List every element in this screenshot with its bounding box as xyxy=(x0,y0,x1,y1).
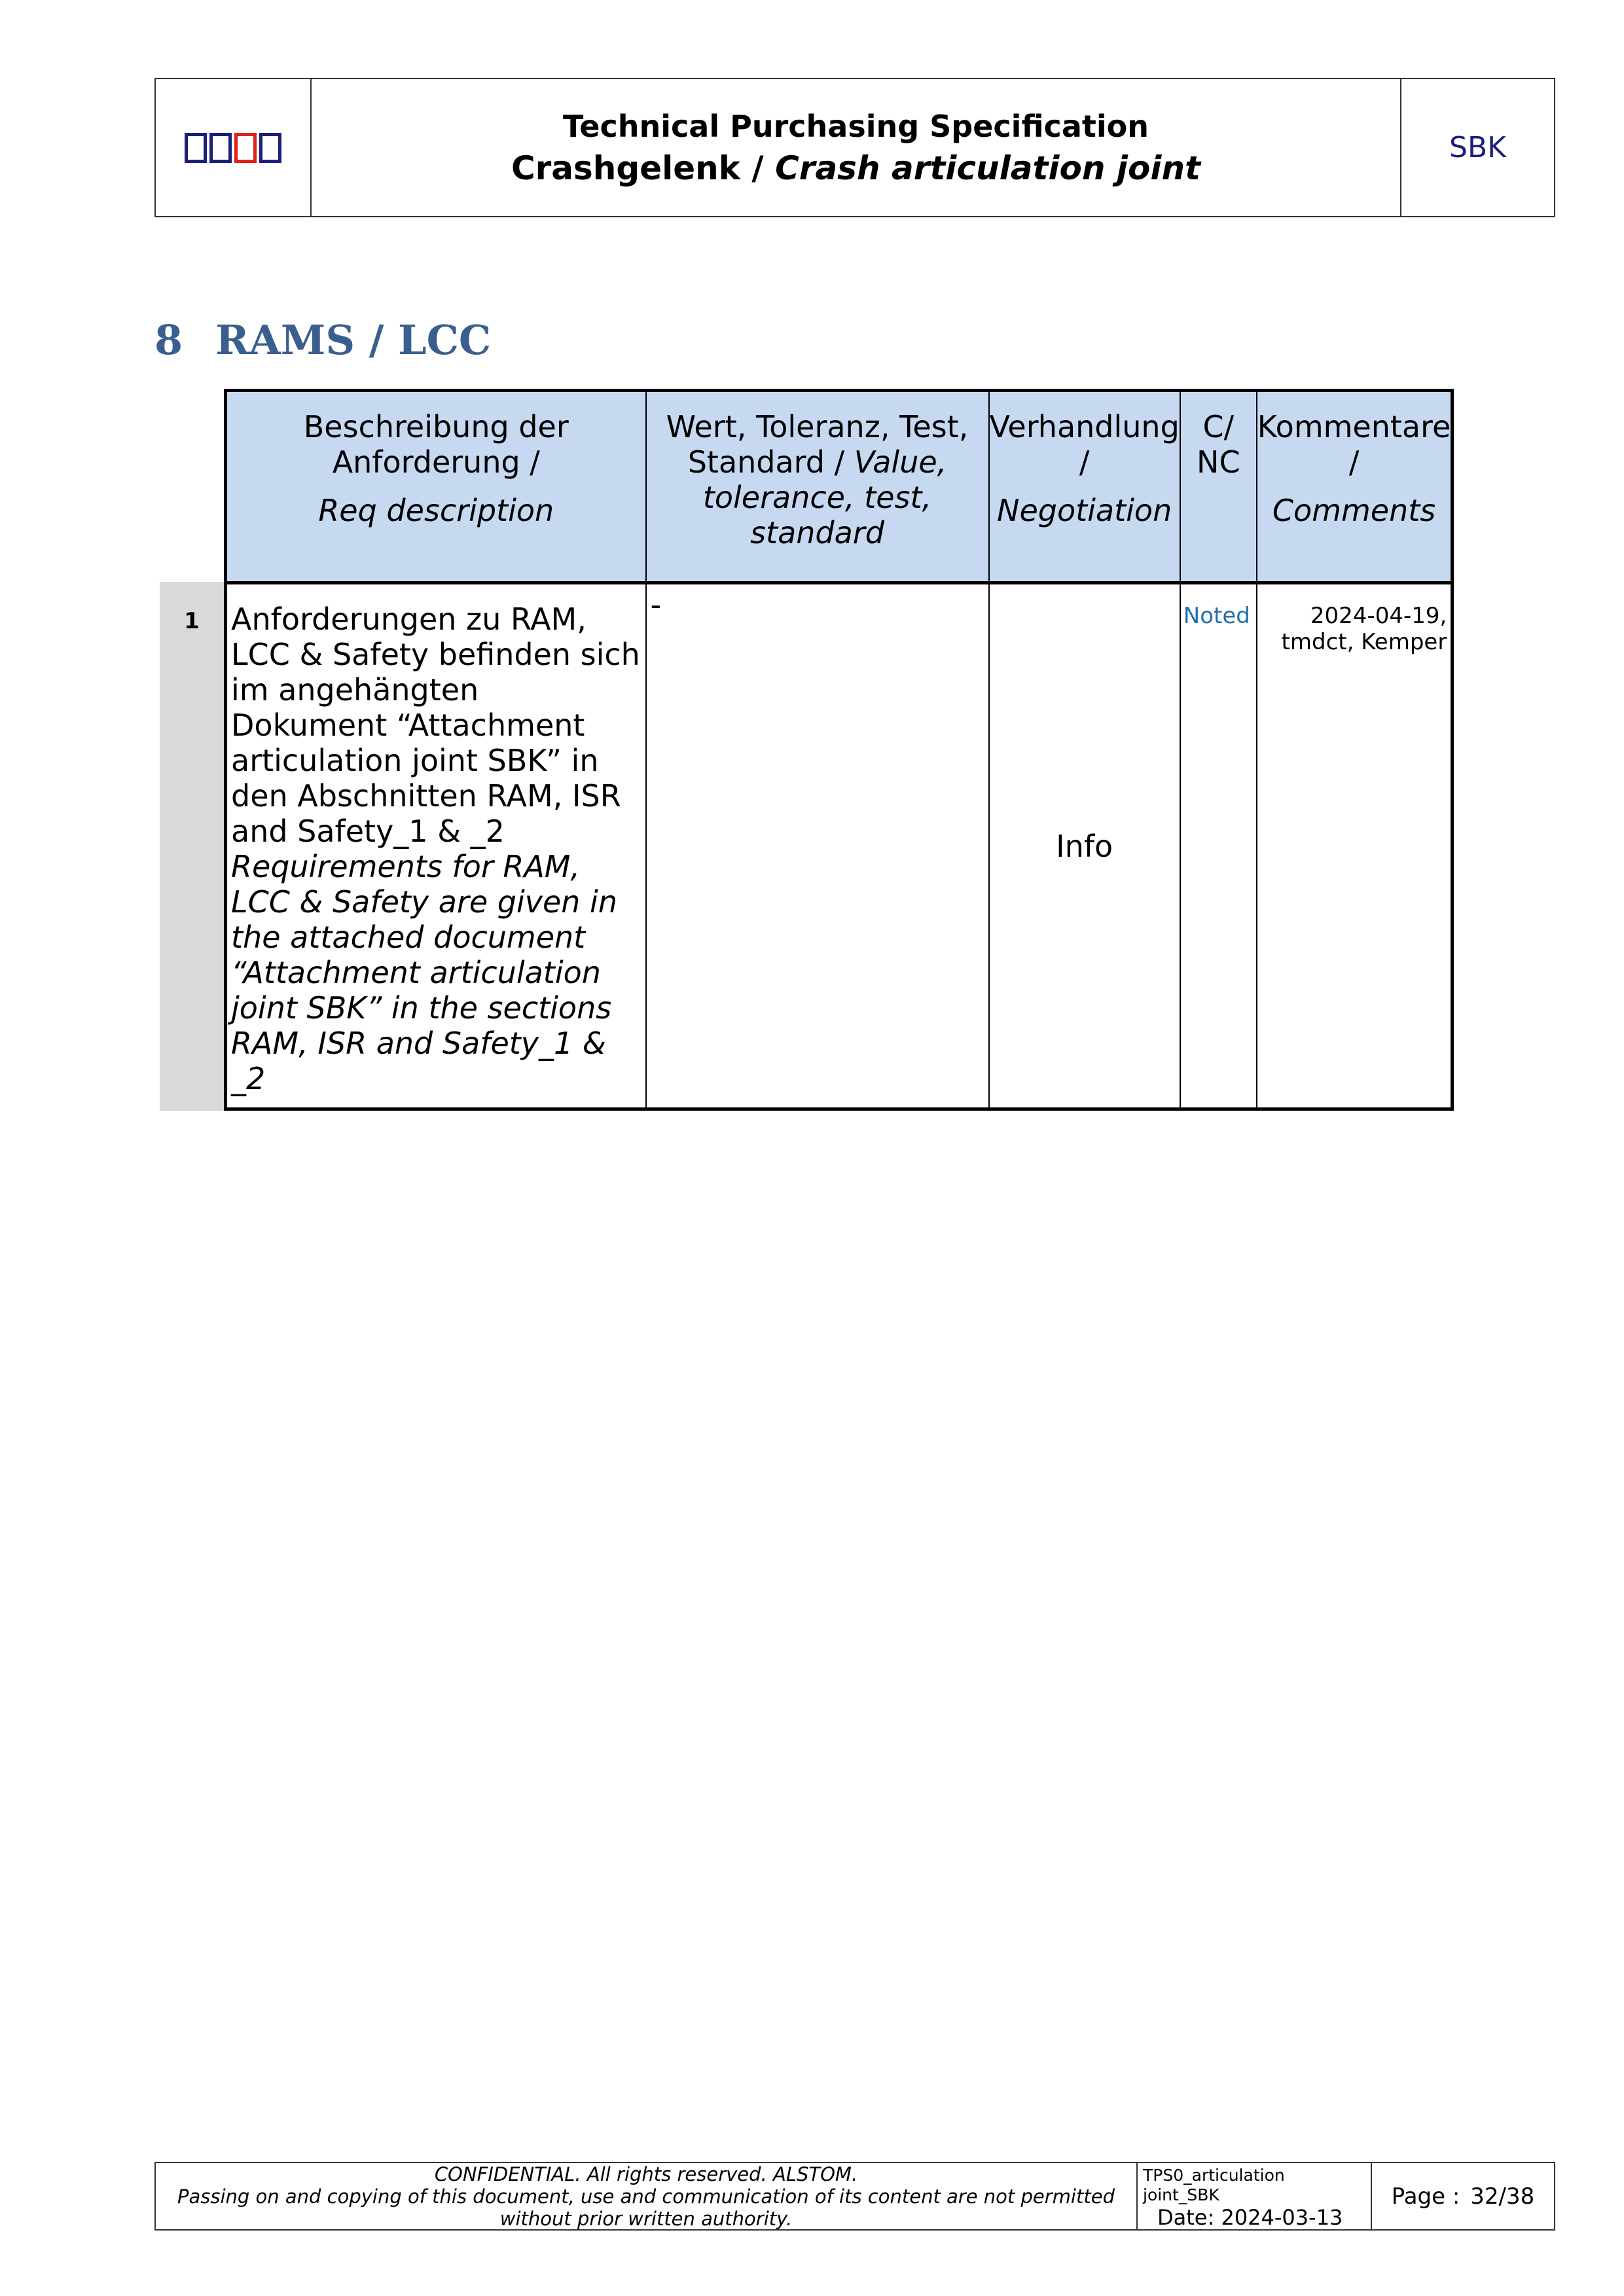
confidential-line-1: CONFIDENTIAL. All rights reserved. ALSTOM. xyxy=(434,2162,858,2185)
cell-cnc[interactable]: Noted xyxy=(1180,583,1257,1109)
header-description xyxy=(226,391,646,583)
requirements-table xyxy=(224,389,1454,1111)
page-footer xyxy=(154,2162,1555,2231)
cell-value[interactable]: - xyxy=(646,583,989,1109)
page-header xyxy=(154,78,1555,217)
header-value-de: Wert, Toleranz, Test, Standard / xyxy=(666,409,969,480)
document-name: TPS0_articulation joint_SBK xyxy=(1143,2166,1285,2204)
confidential-notice xyxy=(156,2163,1138,2229)
cell-description xyxy=(226,583,646,1109)
description-en: Requirements for RAM, LCC & Safety are given in the attached document “Attachment articulation joint SBK” in the sections RAM, ISR and Safety_1 & _2 xyxy=(231,849,617,1096)
title-german: Crashgelenk xyxy=(511,149,741,187)
page-label: Page : xyxy=(1391,2183,1460,2210)
header-cnc-label: C/ NC xyxy=(1197,409,1240,480)
description-de: Anforderungen zu RAM, LCC & Safety befinden sich im angehängten Dokument “Attachment articulation joint SBK” in den Abschnitten RAM, ISR and Safety_1 & _2 xyxy=(231,601,640,849)
section-title: RAMS / LCC xyxy=(215,316,492,364)
document-type: Technical Purchasing Specification xyxy=(563,108,1149,144)
header-description-de: Beschreibung der Anforderung / xyxy=(303,409,569,480)
header-description-en: Req description xyxy=(318,493,554,528)
logo-cell xyxy=(156,79,312,216)
cell-comment[interactable]: 2024-04-19, tmdct, Kemper xyxy=(1257,583,1453,1109)
title-separator: / xyxy=(740,149,776,187)
project-code: SBK xyxy=(1449,131,1506,164)
header-comments-de: Kommentare / xyxy=(1257,409,1451,480)
document-title xyxy=(511,147,1200,190)
title-english: Crash articulation joint xyxy=(775,149,1201,187)
page-number xyxy=(1372,2163,1554,2229)
document-info xyxy=(1138,2163,1372,2229)
page-value: 32/38 xyxy=(1470,2183,1535,2210)
table-header-row xyxy=(226,391,1453,583)
section-heading xyxy=(154,313,491,368)
cell-negotiation[interactable]: Info xyxy=(989,583,1180,1109)
row-number: 1 xyxy=(160,582,224,1111)
header-value xyxy=(646,391,989,583)
section-number: 8 xyxy=(154,316,183,364)
table-row xyxy=(226,583,1453,1109)
header-cnc xyxy=(1180,391,1257,583)
header-negotiation-en: Negotiation xyxy=(997,493,1172,528)
header-comments xyxy=(1257,391,1453,583)
header-comments-en: Comments xyxy=(1272,493,1436,528)
header-value-en: Value, tolerance, test, standard xyxy=(702,444,947,550)
alstom-logo-icon xyxy=(185,133,281,163)
confidential-line-2: Passing on and copying of this document, use and communication of its content are not permitted xyxy=(177,2185,1115,2208)
confidential-line-3: without prior written authority. xyxy=(499,2207,793,2230)
title-cell xyxy=(312,79,1401,216)
document-date: Date: 2024-03-13 xyxy=(1157,2205,1343,2230)
header-negotiation xyxy=(989,391,1180,583)
header-negotiation-de: Verhandlung / xyxy=(989,409,1180,480)
